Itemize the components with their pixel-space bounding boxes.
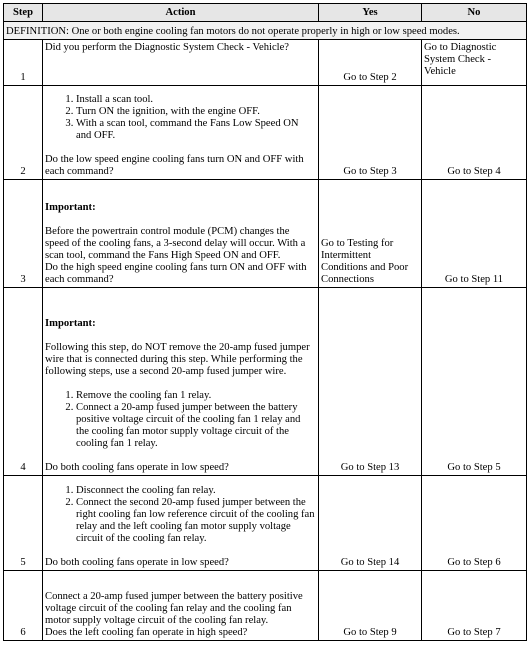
instruction-item: 2. Turn ON the ignition, with the engine OFF. xyxy=(76,106,316,118)
yes-link[interactable]: Go to Step 9 xyxy=(319,571,422,641)
step-row-4 xyxy=(4,288,527,476)
definition-text: DEFINITION: One or both engine cooling fan motors do not operate properly in high or low speed modes. xyxy=(4,22,527,40)
step-question: Do the high speed engine cooling fans turn ON and OFF with each command? xyxy=(45,262,307,285)
diagnostic-table xyxy=(3,3,527,641)
header-no: No xyxy=(422,4,527,22)
step-row-5 xyxy=(4,476,527,571)
step-action xyxy=(43,288,319,476)
yes-link[interactable]: Go to Step 13 xyxy=(319,288,422,476)
step-text: Before the powertrain control module (PCM) changes the speed of the cooling fans, a 3-second delay will occur. With a scan tool, command the Fans High Speed ON and OFF. xyxy=(45,226,306,261)
instruction-item: 1. Remove the cooling fan 1 relay. xyxy=(76,390,316,402)
instruction-list xyxy=(45,94,316,142)
step-row-6 xyxy=(4,571,527,641)
header-action: Action xyxy=(43,4,319,22)
no-link[interactable]: Go to Step 4 xyxy=(422,86,527,180)
step-number: 1 xyxy=(4,40,43,86)
instruction-list xyxy=(45,390,316,450)
important-label: Important: xyxy=(45,202,96,213)
header-step: Step xyxy=(4,4,43,22)
instruction-item: 1. Install a scan tool. xyxy=(76,94,316,106)
yes-link[interactable]: Go to Testing for Intermittent Conditions and Poor Connections xyxy=(319,180,422,288)
step-action xyxy=(43,86,319,180)
header-yes: Yes xyxy=(319,4,422,22)
step-action xyxy=(43,571,319,641)
instruction-item: 2. Connect a 20-amp fused jumper between the battery positive voltage circuit of the cooling fan 1 relay and the cooling fan motor supply voltage circuit of the cooling fan 1 relay. xyxy=(76,402,316,450)
no-link[interactable]: Go to Step 5 xyxy=(422,288,527,476)
step-question: Do both cooling fans operate in low speed? xyxy=(45,462,229,473)
yes-link[interactable]: Go to Step 3 xyxy=(319,86,422,180)
step-action xyxy=(43,40,319,86)
step-question: Do the low speed engine cooling fans turn ON and OFF with each command? xyxy=(45,154,304,177)
step-row-1 xyxy=(4,40,527,86)
no-link[interactable]: Go to Step 7 xyxy=(422,571,527,641)
step-number: 2 xyxy=(4,86,43,180)
step-number: 6 xyxy=(4,571,43,641)
step-question: Do both cooling fans operate in low speed? xyxy=(45,557,229,568)
step-row-3 xyxy=(4,180,527,288)
important-label: Important: xyxy=(45,318,96,329)
instruction-item: 3. With a scan tool, command the Fans Low Speed ON and OFF. xyxy=(76,118,316,142)
no-link[interactable]: Go to Step 11 xyxy=(422,180,527,288)
step-number: 3 xyxy=(4,180,43,288)
header-row xyxy=(4,4,527,22)
step-row-2 xyxy=(4,86,527,180)
step-text: Connect a 20-amp fused jumper between the battery positive voltage circuit of the cooling fan relay and the cooling fan motor supply voltage circuit of the cooling fan relay. xyxy=(45,591,303,626)
step-text: Following this step, do NOT remove the 20-amp fused jumper wire that is connected during this step. While performing the following steps, use a second 20-amp fused jumper wire. xyxy=(45,342,310,377)
definition-row xyxy=(4,22,527,40)
instruction-item: 2. Connect the second 20-amp fused jumper between the right cooling fan low reference circuit of the cooling fan relay and the left cooling fan motor supply voltage circuit of the cooling fan relay. xyxy=(76,497,316,545)
step-action xyxy=(43,180,319,288)
step-question: Did you perform the Diagnostic System Check - Vehicle? xyxy=(45,42,289,53)
step-question: Does the left cooling fan operate in high speed? xyxy=(45,627,248,638)
no-link[interactable]: Go to Diagnostic System Check - Vehicle xyxy=(422,40,527,86)
step-number: 5 xyxy=(4,476,43,571)
instruction-list xyxy=(45,485,316,545)
step-action xyxy=(43,476,319,571)
yes-link[interactable]: Go to Step 14 xyxy=(319,476,422,571)
step-number: 4 xyxy=(4,288,43,476)
no-link[interactable]: Go to Step 6 xyxy=(422,476,527,571)
yes-link[interactable]: Go to Step 2 xyxy=(319,40,422,86)
instruction-item: 1. Disconnect the cooling fan relay. xyxy=(76,485,316,497)
